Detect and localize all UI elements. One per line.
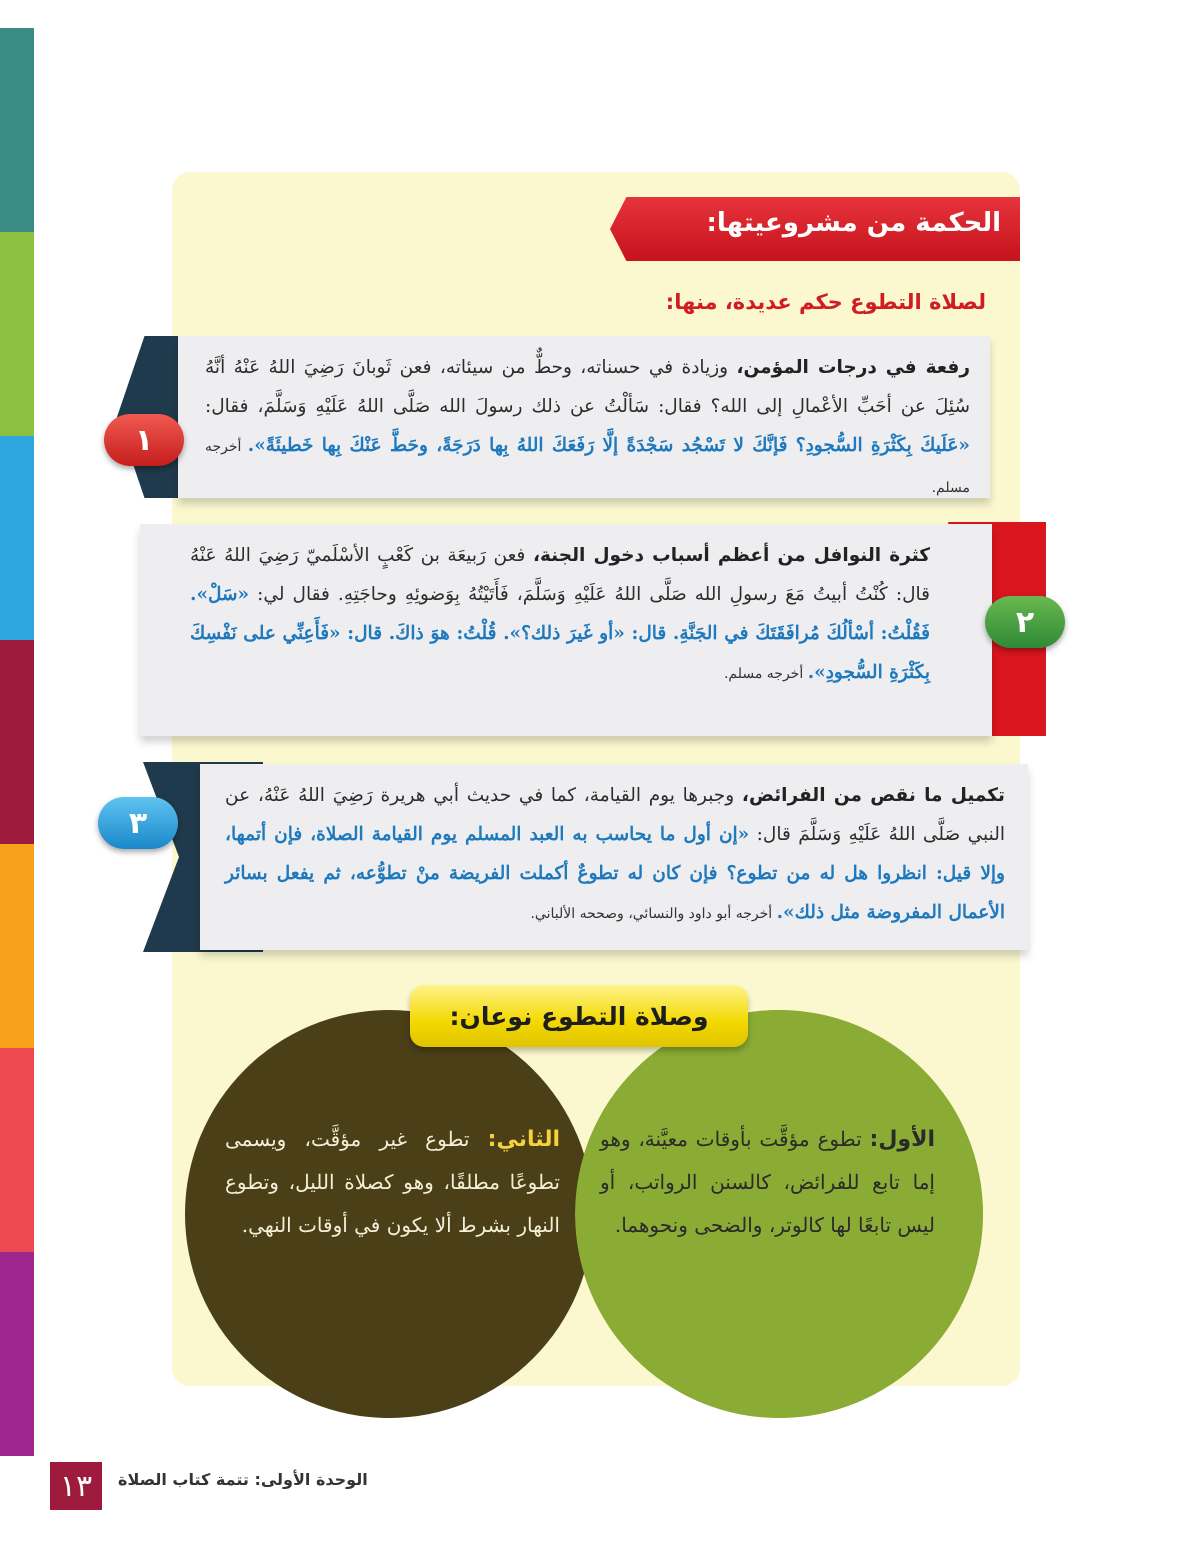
card-1-hadith: «عَلَيكَ بِكَثْرَةِ السُّجودِ؟ فَإنَّكَ لا تَسْجُد سَجْدَةً إلَّا رَفَعَكَ اللهُ بِها دَرَجَةً، وحَطَّ عَنْكَ بِها خَطيئَةً». (247, 435, 970, 456)
section-title: الحكمة من مشروعيتها: (706, 208, 1001, 238)
intro-line: لصلاة التطوع حكم عديدة، منها: (665, 290, 986, 314)
card-2-number: ٢ (985, 596, 1065, 648)
card-2-text (190, 536, 930, 694)
types-title: وصلاة التطوع نوعان: (410, 985, 748, 1047)
card-3-hadith: «إن أول ما يحاسب به العبد المسلم يوم القيامة الصلاة، فإن أتمها، وإلا قيل: انظروا هل له من تطوع؟ فإن كان له تطوعٌ أكملت الفريضة منْ تطوُّعه، ثم يفعل بسائر الأعمال المفروضة مثل ذلك». (225, 824, 1005, 923)
card-1-body: وزيادة في حسناته، وحطٌّ من سيئاته، فعن ثَوبانَ رَضِيَ اللهُ عَنْهُ أنَّهُ سُئِلَ عن أحَبِّ الأعْمالِ إلى الله؟ فقال: سَألْتُ عن ذلك رسولَ الله صَلَّى اللهُ عَلَيْهِ وَسَلَّمَ، فقال: (205, 357, 970, 417)
card-2-source: أخرجه مسلم. (723, 666, 808, 682)
page-number: ١٣ (50, 1462, 102, 1510)
type-1-text: الأول: تطوع مؤقَّت بأوقات معيَّنة، وهو إما تابع للفرائض، كالسنن الرواتب، أو ليس تابعًا لها كالوتر، والضحى ونحوهما. (600, 1127, 935, 1237)
unit-title: الوحدة الأولى: تتمة كتاب الصلاة (118, 1470, 368, 1489)
card-1-source: أخرجه مسلم. (205, 439, 970, 496)
type-2-text: الثاني: تطوع غير مؤقَّت، ويسمى تطوعًا مطلقًا، وهو كصلاة الليل، وتطوع النهار بشرط ألا يكون في أوقات النهي. (225, 1127, 560, 1237)
card-2-body: فعن رَبيعَة بن كَعْبٍ الأسْلَميّ رَضِيَ اللهُ عَنْهُ قال: كُنْتُ أبيتُ مَعَ رسولِ الله صَلَّى اللهُ عَلَيْهِ وَسَلَّمَ، فَأَتَيْتُهُ بِوَضوئِهِ وحاجَتِهِ. فقال لي: (190, 545, 930, 605)
card-3-source: أخرجه أبو داود والنسائي، وصححه الألباني. (530, 906, 777, 922)
card-2-hadith: «سَلْ». فَقُلْتُ: أسْألُكَ مُرافَقَتَكَ في الجَنَّةِ. قال: «أو غَيرَ ذلك؟». قُلْتُ: هوَ ذاكَ. قال: «فَأَعِنِّي على نَفْسِكَ بِكَثْرَةِ السُّجودِ». (190, 584, 930, 683)
type-2-label: الثاني: (487, 1127, 560, 1152)
card-1-text (205, 348, 970, 508)
card-3-text (225, 776, 1005, 934)
color-strip (0, 28, 34, 1456)
type-1-label: الأول: (869, 1127, 935, 1152)
card-3-lead: تكميل ما نقص من الفرائض، (741, 785, 1005, 806)
card-3-body: وجبرها يوم القيامة، كما في حديث أبي هريرة رَضِيَ اللهُ عَنْهُ، عن النبي صَلَّى اللهُ عَلَيْهِ وَسَلَّمَ قال: (225, 785, 1005, 845)
card-2-lead: كثرة النوافل من أعظم أسباب دخول الجنة، (532, 545, 931, 566)
card-3-number: ٣ (98, 797, 178, 849)
card-1-lead: رفعة في درجات المؤمن، (736, 357, 971, 378)
card-1-number: ١ (104, 414, 184, 466)
